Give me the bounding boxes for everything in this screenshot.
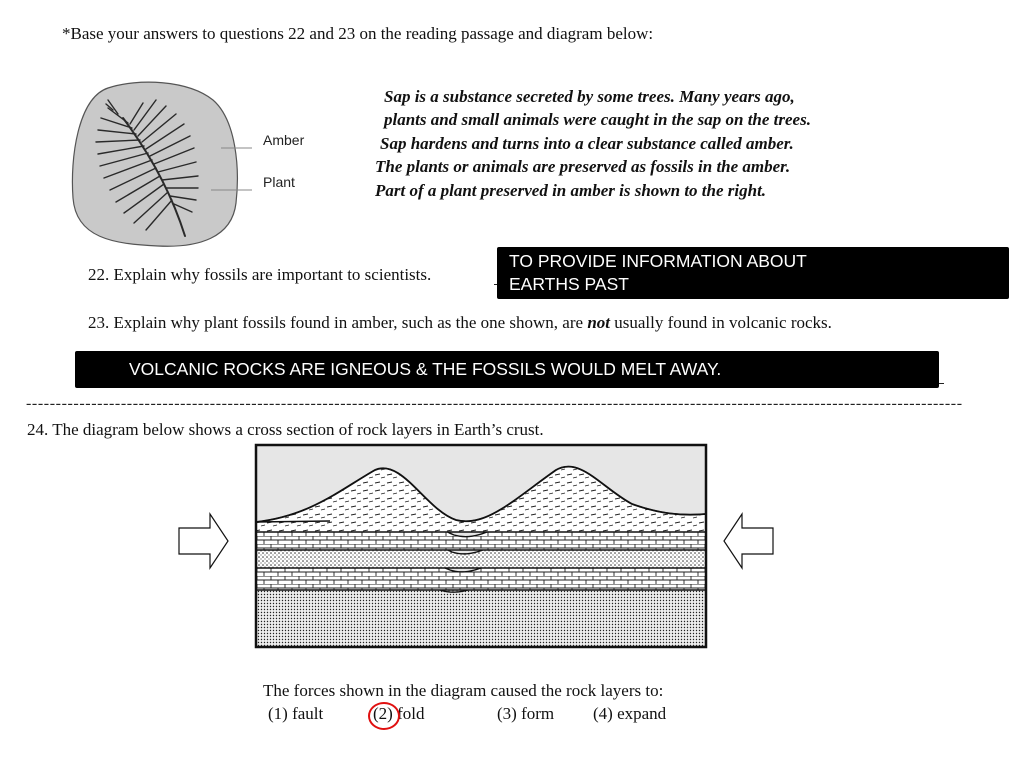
rock-layers-figure xyxy=(170,440,790,655)
answer-22-line-2: EARTHS PAST xyxy=(509,274,629,294)
plant-label: Plant xyxy=(263,174,295,190)
question-23-text-after: usually found in volcanic rocks. xyxy=(610,313,832,332)
passage-line: plants and small animals were caught in the sap on the trees. xyxy=(384,110,811,130)
question-23 xyxy=(88,313,832,333)
rock-layers-drawing xyxy=(170,440,790,655)
answer-22-line-1: TO PROVIDE INFORMATION ABOUT xyxy=(509,251,807,271)
choice-1[interactable]: (1) fault xyxy=(268,704,324,723)
section-divider: -------------------------------------------------------------------------------------------------------------------------------------------------------------- xyxy=(26,395,963,412)
selected-answer-circle xyxy=(368,702,400,730)
amber-label: Amber xyxy=(263,132,305,148)
force-arrow-right xyxy=(724,514,773,568)
question-24: 24. The diagram below shows a cross section of rock layers in Earth’s crust. xyxy=(27,420,544,439)
passage-line: The plants or animals are preserved as fossils in the amber. xyxy=(375,157,791,177)
choice-3[interactable]: (3) form xyxy=(497,704,555,723)
passage-line: Sap is a substance secreted by some trees. Many years ago, xyxy=(384,87,795,106)
amber-fossil-figure xyxy=(68,78,328,253)
choice-2[interactable]: (2) fold xyxy=(373,704,425,723)
question-23-text-before: 23. Explain why plant fossils found in amber, such as the one shown, are xyxy=(88,313,588,332)
passage-line: Part of a plant preserved in amber is shown to the right. xyxy=(375,180,767,200)
question-23-emphasis: not xyxy=(587,313,610,332)
amber-fossil-drawing xyxy=(68,78,328,253)
force-arrow-left xyxy=(179,514,228,568)
reading-passage xyxy=(372,85,811,202)
passage-line: Sap hardens and turns into a clear substance called amber. xyxy=(380,133,794,153)
question-24-prompt: The forces shown in the diagram caused the rock layers to: xyxy=(263,681,664,700)
answer-23-box[interactable]: VOLCANIC ROCKS ARE IGNEOUS & THE FOSSILS WOULD MELT AWAY. xyxy=(75,351,939,388)
choice-4[interactable]: (4) expand xyxy=(593,704,667,723)
question-22: 22. Explain why fossils are important to scientists. xyxy=(88,265,432,284)
answer-22-box[interactable] xyxy=(497,247,1009,299)
intro-text: *Base your answers to questions 22 and 23 on the reading passage and diagram below: xyxy=(62,24,654,43)
answer-line xyxy=(939,383,944,384)
